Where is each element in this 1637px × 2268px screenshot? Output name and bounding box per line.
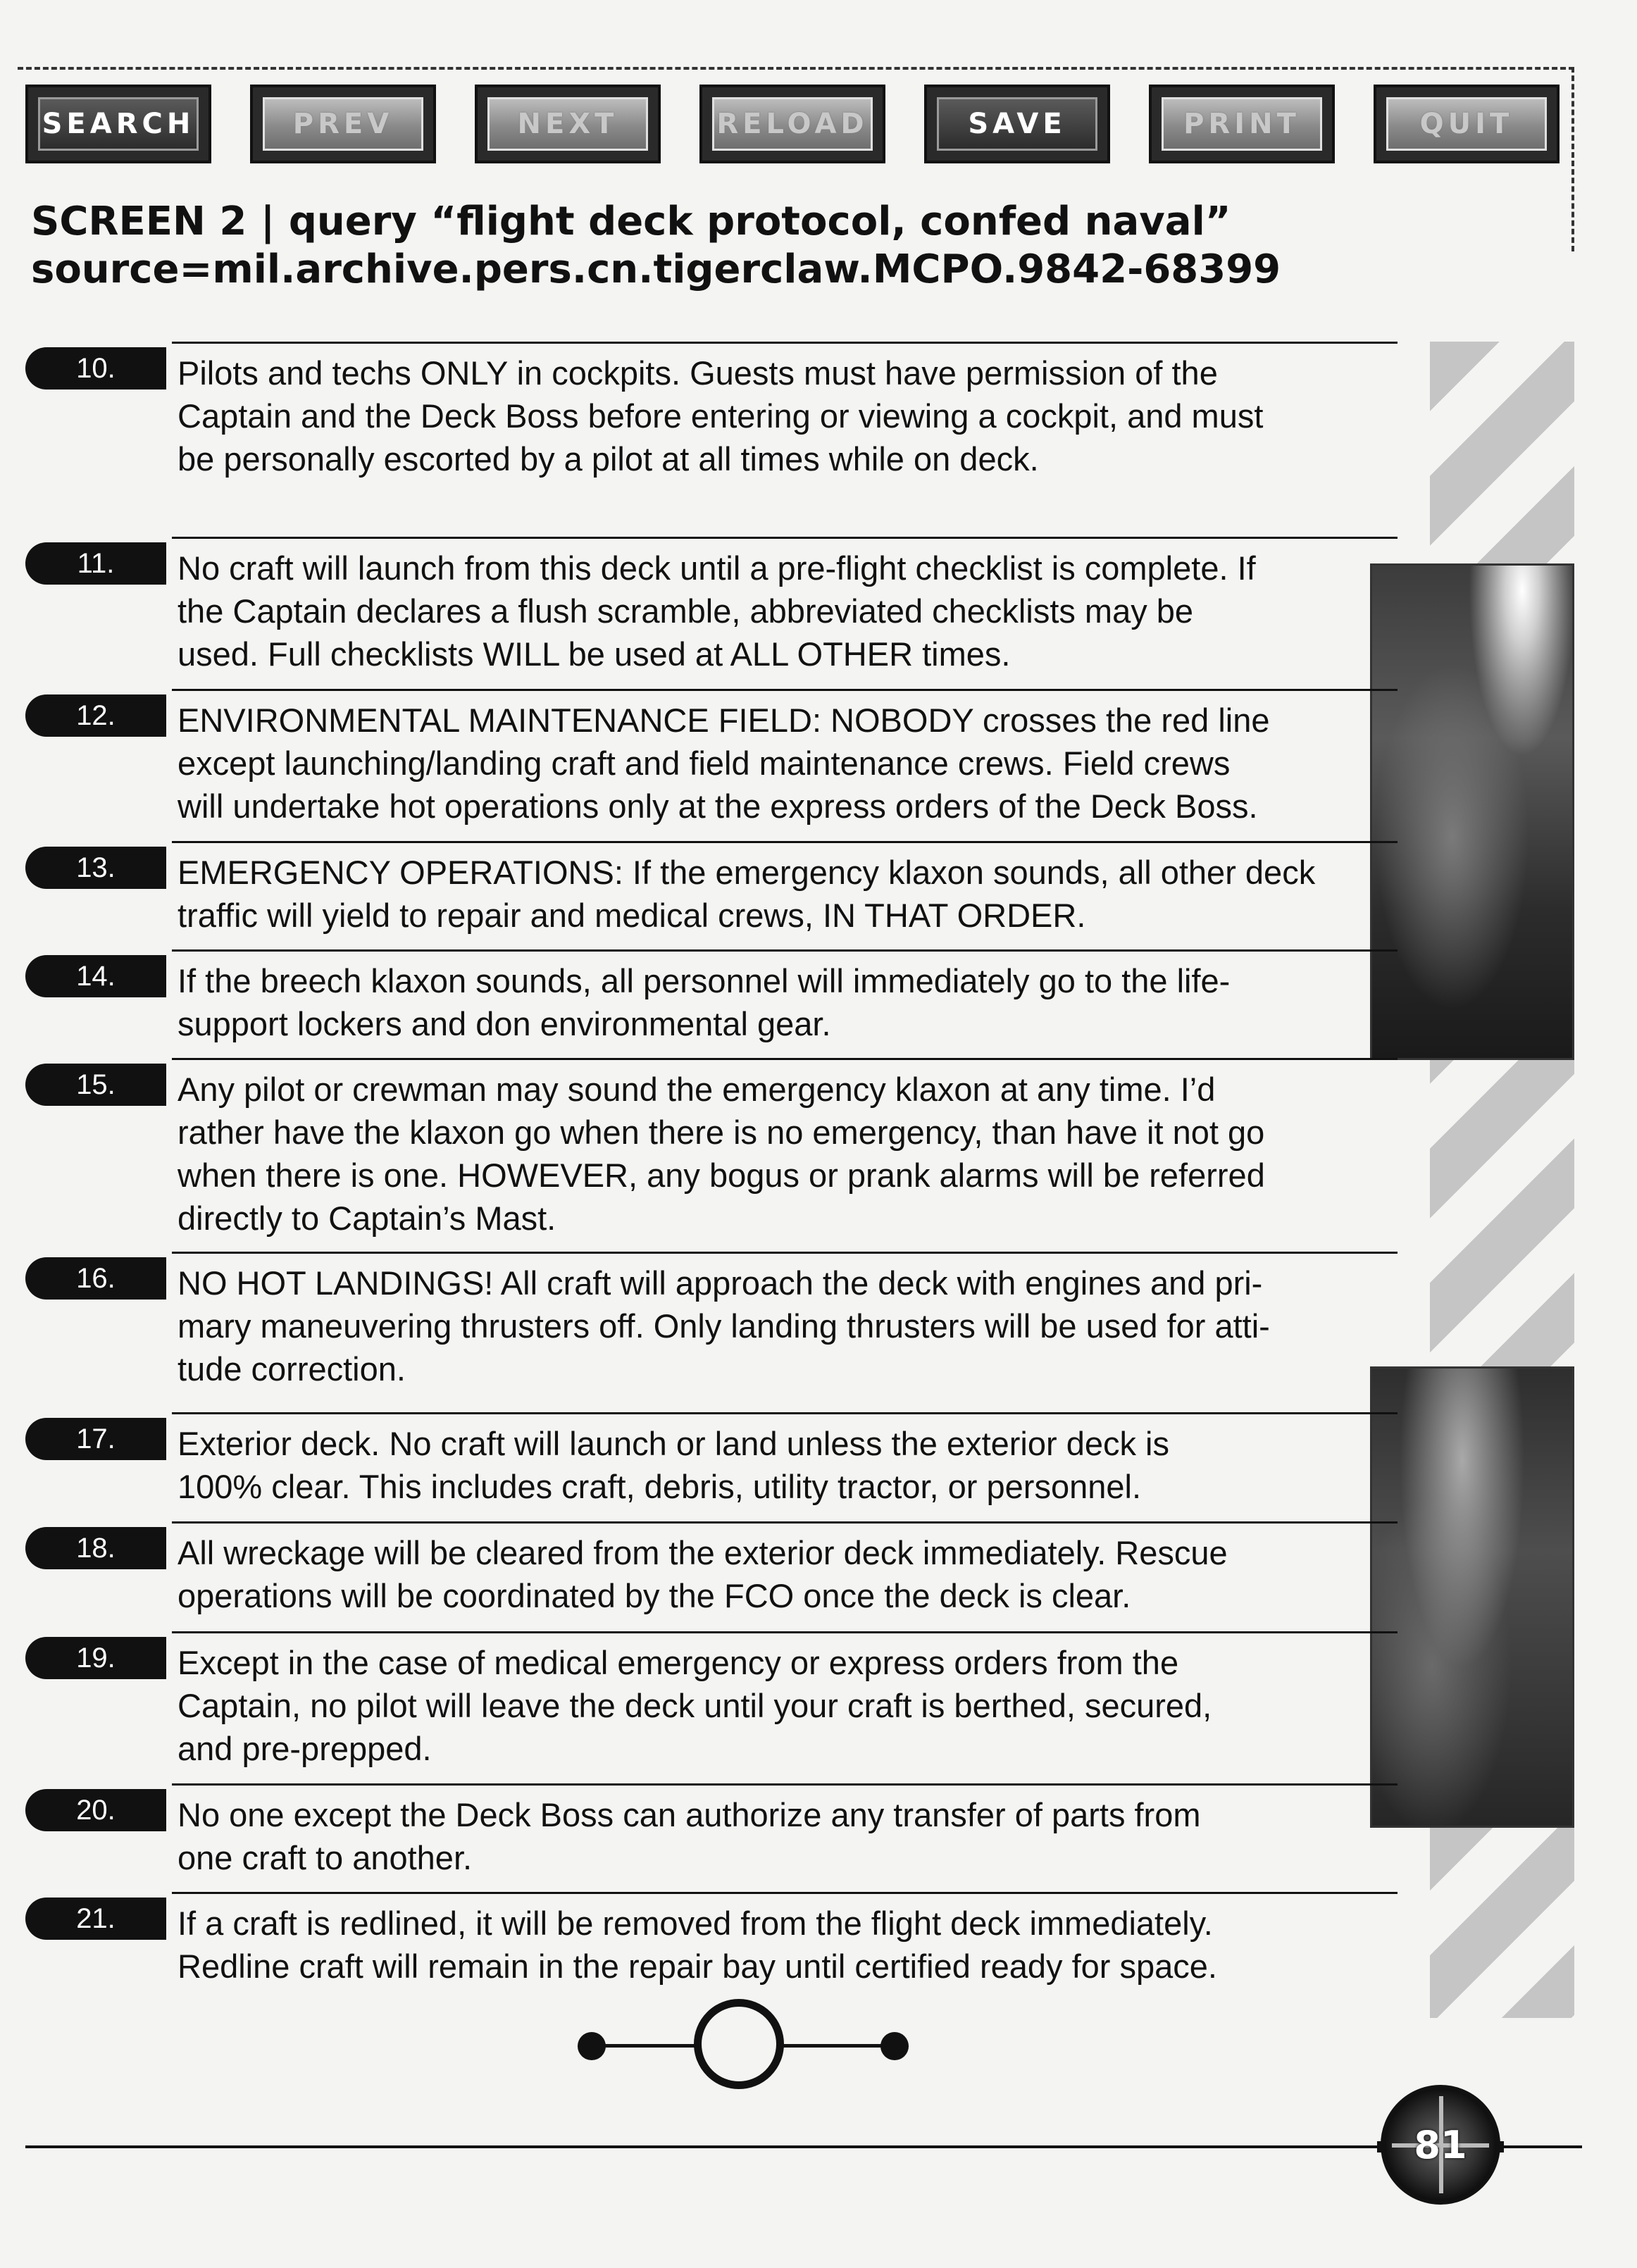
ornament-line-left [592, 2044, 697, 2048]
rule-number: 11. [25, 542, 166, 585]
rule-text-line: traffic will yield to repair and medical crews, IN THAT ORDER. [178, 897, 1086, 934]
rule-text-line: ENVIRONMENTAL MAINTENANCE FIELD: NOBODY crosses the red line [178, 702, 1270, 739]
rule-text-line: If a craft is redlined, it will be removed from the flight deck immediately. [178, 1905, 1213, 1942]
rule-text-line: All wreckage will be cleared from the exterior deck immediately. Rescue [178, 1534, 1228, 1571]
rule-text [178, 1422, 1375, 1508]
prev-button-label: PREV [263, 97, 423, 151]
next-button-label: NEXT [487, 97, 648, 151]
rule-divider [172, 1521, 1398, 1524]
rule-text-line: Any pilot or crewman may sound the emergency klaxon at any time. I’d [178, 1071, 1216, 1108]
dashed-frame-top [18, 67, 1574, 70]
ornament-line-right [780, 2044, 893, 2048]
rule-divider [172, 841, 1398, 843]
ornament-dot-left [578, 2032, 606, 2060]
quit-button-label: QUIT [1386, 97, 1547, 151]
rule-divider [172, 537, 1398, 539]
rule-divider [172, 1412, 1398, 1414]
rule-text-line: No craft will launch from this deck until a pre-flight checklist is complete. If [178, 549, 1256, 587]
rule-number: 21. [25, 1898, 166, 1940]
rule-divider [172, 1252, 1398, 1254]
rule-text-line: when there is one. HOWEVER, any bogus or prank alarms will be referred [178, 1157, 1265, 1194]
rule-number: 15. [25, 1064, 166, 1106]
rule-divider [172, 342, 1398, 344]
rule-number: 13. [25, 847, 166, 889]
rule-text-line: Redline craft will remain in the repair bay until certified ready for space. [178, 1948, 1217, 1985]
search-button[interactable] [25, 85, 211, 163]
ornament-dot-right [880, 2032, 909, 2060]
rule-divider [172, 1631, 1398, 1633]
rule-text-line: NO HOT LANDINGS! All craft will approach the deck with engines and pri- [178, 1264, 1263, 1302]
footer-rule [25, 2145, 1582, 2148]
prev-button[interactable] [250, 85, 436, 163]
rule-text [178, 1531, 1375, 1617]
page-number-badge [1381, 2085, 1500, 2205]
rule-text-line: Except in the case of medical emergency or express orders from the [178, 1644, 1179, 1681]
flight-deck-photo-top [1370, 563, 1574, 1060]
rule-text [178, 1068, 1375, 1240]
rule-divider [172, 1058, 1398, 1060]
rule-text-line: EMERGENCY OPERATIONS: If the emergency klaxon sounds, all other deck [178, 854, 1316, 891]
dashed-frame-right [1571, 67, 1574, 251]
rule-text-line: No one except the Deck Boss can authorize any transfer of parts from [178, 1796, 1201, 1833]
page-number: 81 [1414, 2122, 1467, 2167]
rule-text [178, 547, 1375, 675]
rule-number: 19. [25, 1637, 166, 1679]
reload-button-label: RELOAD [712, 97, 873, 151]
rule-text [178, 959, 1375, 1045]
rule-text [178, 351, 1375, 480]
print-button[interactable] [1149, 85, 1335, 163]
source-path: source=mil.archive.pers.cn.tigerclaw.MCPO.9842-68399 [31, 247, 1281, 292]
rule-text-line: operations will be coordinated by the FCO once the deck is clear. [178, 1577, 1131, 1614]
rule-text [178, 851, 1375, 937]
save-button-label: SAVE [937, 97, 1097, 151]
rule-text-line: Captain, no pilot will leave the deck until your craft is berthed, secured, [178, 1687, 1212, 1724]
rule-text-line: except launching/landing craft and field maintenance crews. Field crews [178, 744, 1231, 782]
rule-text-line: used. Full checklists WILL be used at ALL OTHER times. [178, 635, 1011, 673]
rule-text [178, 1902, 1375, 1988]
browser-toolbar [25, 85, 1561, 169]
rule-divider [172, 689, 1398, 691]
rule-text [178, 1641, 1375, 1770]
rule-number: 10. [25, 347, 166, 390]
rule-number: 20. [25, 1789, 166, 1831]
screen-query-heading: SCREEN 2 | query “flight deck protocol, confed naval” [31, 199, 1231, 244]
flight-deck-photo-bottom [1370, 1366, 1574, 1828]
rule-text-line: Pilots and techs ONLY in cockpits. Guests must have permission of the [178, 354, 1218, 392]
next-button[interactable] [475, 85, 661, 163]
rule-text [178, 699, 1375, 828]
rule-divider [172, 1783, 1398, 1786]
rule-text [178, 1793, 1375, 1879]
rule-text-line: mary maneuvering thrusters off. Only landing thrusters will be used for atti- [178, 1307, 1270, 1345]
rule-number: 12. [25, 694, 166, 737]
rule-divider [172, 949, 1398, 952]
quit-button[interactable] [1374, 85, 1560, 163]
rule-text-line: rather have the klaxon go when there is no emergency, than have it not go [178, 1114, 1265, 1151]
rule-number: 17. [25, 1418, 166, 1460]
rule-text-line: one craft to another. [178, 1839, 473, 1876]
rule-text-line: and pre-prepped. [178, 1730, 432, 1767]
rule-text-line: Captain and the Deck Boss before entering or viewing a cockpit, and must [178, 397, 1264, 435]
reload-button[interactable] [699, 85, 885, 163]
ornament-ring [694, 1999, 784, 2089]
rule-number: 14. [25, 955, 166, 997]
rule-text-line: directly to Captain’s Mast. [178, 1200, 556, 1237]
rule-text-line: the Captain declares a flush scramble, abbreviated checklists may be [178, 592, 1194, 630]
rule-text-line: be personally escorted by a pilot at all times while on deck. [178, 440, 1039, 478]
print-button-label: PRINT [1162, 97, 1322, 151]
rule-text-line: 100% clear. This includes craft, debris, utility tractor, or personnel. [178, 1468, 1142, 1505]
rule-text-line: tude correction. [178, 1350, 406, 1388]
rule-text-line: will undertake hot operations only at the express orders of the Deck Boss. [178, 787, 1258, 825]
save-button[interactable] [924, 85, 1110, 163]
rule-divider [172, 1892, 1398, 1894]
rule-text-line: If the breech klaxon sounds, all personnel will immediately go to the life- [178, 962, 1231, 999]
rule-number: 16. [25, 1257, 166, 1300]
rule-text [178, 1261, 1375, 1390]
search-button-label: SEARCH [38, 97, 199, 151]
rule-text-line: Exterior deck. No craft will launch or land unless the exterior deck is [178, 1425, 1170, 1462]
rule-text-line: support lockers and don environmental gear. [178, 1005, 831, 1042]
rule-number: 18. [25, 1527, 166, 1569]
